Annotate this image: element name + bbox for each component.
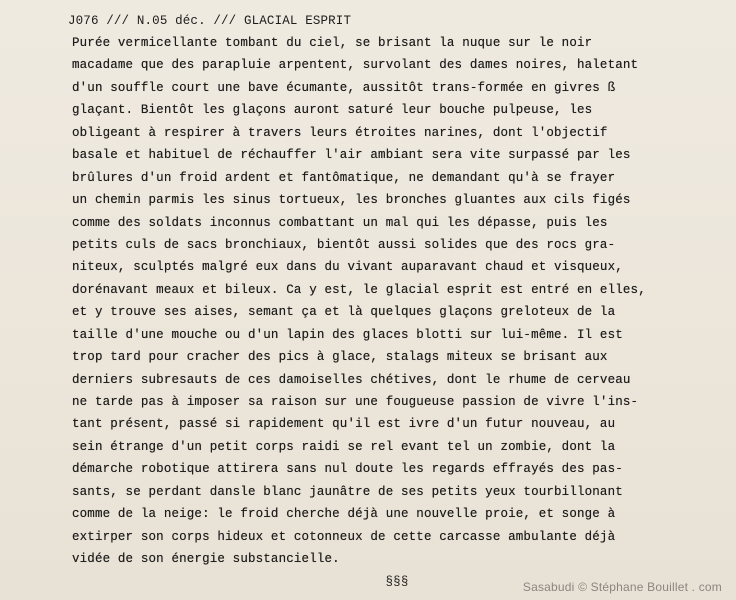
document-header: J076 /// N.05 déc. /// GLACIAL ESPRIT (68, 14, 352, 28)
typewritten-text (62, 10, 722, 593)
text-line: brûlures d'un froid ardent et fantômatique, ne demandant qu'à se frayer (72, 170, 616, 185)
text-line: ne tarde pas à imposer sa raison sur une fougueuse passion de vivre l'ins- (72, 395, 639, 409)
text-line: macadame que des parapluie arpentent, survolant des dames noires, haletant (72, 58, 639, 73)
text-line: basale et habituel de réchauffer l'air ambiant sera vite surpassé par les (72, 148, 631, 163)
text-line: comme de la neige: le froid cherche déjà une nouvelle proie, et songe à (72, 507, 616, 522)
text-line: glaçant. Bientôt les glaçons auront saturé leur bouche pulpeuse, les (72, 103, 593, 118)
text-line: un chemin parmis les sinus tortueux, les bronches gluantes aux cils figés (72, 193, 631, 208)
text-lines (62, 32, 722, 571)
text-line: trop tard pour cracher des pics à glace, stalags miteux se brisant aux (72, 350, 608, 365)
text-line: derniers subresauts de ces damoiselles chétives, dont le rhume de cerveau (72, 372, 631, 387)
text-line: d'un souffle court une bave écumante, aussitôt trans-formée en givres ß (72, 80, 616, 95)
text-line: obligeant à respirer à travers leurs étroites narines, dont l'objectif (72, 125, 608, 140)
watermark: Sasabudi © Stéphane Bouillet . com (522, 580, 722, 594)
text-line: démarche robotique attirera sans nul doute les regards effrayés des pas- (72, 462, 623, 477)
text-line: niteux, sculptés malgré eux dans du vivant auparavant chaud et visqueux, (72, 260, 623, 275)
end-mark: §§§ (385, 574, 409, 589)
text-line: vidée de son énergie substancielle. (72, 552, 340, 567)
text-line: tant présent, passé si rapidement qu'il est ivre d'un futur nouveau, au (72, 417, 616, 432)
text-line: petits culs de sacs bronchiaux, bientôt aussi solides que des rocs gra- (72, 237, 616, 252)
text-line: sein étrange d'un petit corps raidi se rel evant tel un zombie, dont la (72, 439, 616, 454)
text-line: comme des soldats inconnus combattant un mal qui les dépasse, puis les (72, 215, 608, 230)
text-line: Purée vermicellante tombant du ciel, se brisant la nuque sur le noir (72, 36, 593, 50)
text-line: sants, se perdant dansle blanc jaunâtre de ses petits yeux tourbillonant (72, 484, 623, 499)
text-line: taille d'une mouche ou d'un lapin des glaces blotti sur lui-même. Il est (72, 327, 623, 342)
text-line: et y trouve ses aises, semant ça et là quelques glaçons greloteux de la (72, 305, 616, 320)
text-line: extirper son corps hideux et cotonneux de cette carcasse ambulante déjà (72, 529, 616, 544)
text-line: dorénavant meaux et bileux. Ca y est, le glacial esprit est entré en elles, (72, 282, 646, 297)
